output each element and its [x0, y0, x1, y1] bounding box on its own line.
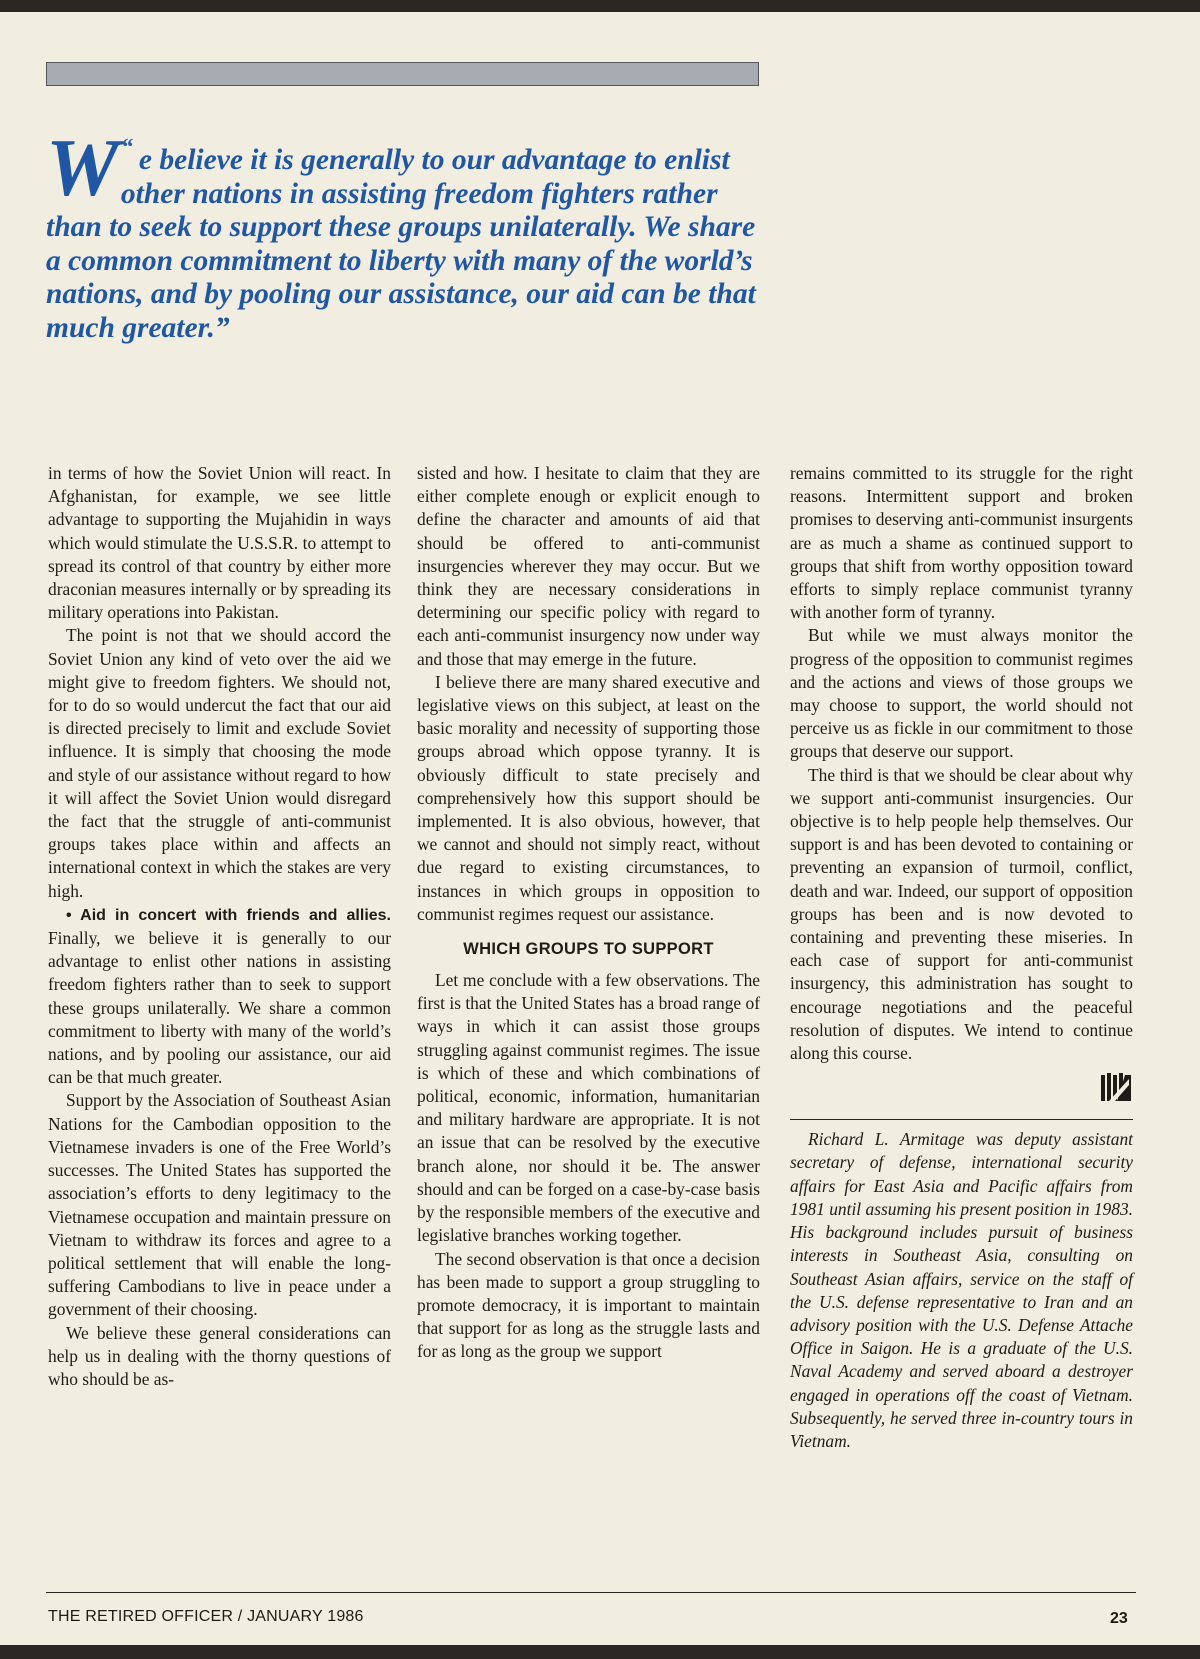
paragraph: Let me conclude with a few observations. The first is that the United States has a broad range of ways in which it can assist those groups struggling against communist regimes. The issue is which of these and which combinations of political, economic, information, humanitarian and military hardware are appropriate. It is not an issue that can be resolved by the executive branch alone, nor should it be. The answer should and can be forged on a case-by-case basis by the responsible members of the executive and legislative branches working together.: [417, 970, 760, 1246]
column-1: [48, 462, 391, 1391]
paragraph: sisted and how. I hesitate to claim that they are either complete enough or explicit enough to define the character and amounts of aid that should be offered to anti-communist insurgencies wherever they may occur. But we think they are necessary considerations in determining our specific policy with regard to each anti-communist insurgency now under way and those that may emerge in the future.: [417, 463, 760, 669]
paragraph: The point is not that we should accord the Soviet Union any kind of veto over the aid we might give to freedom fighters. We should not, for to do so would undercut the fact that our aid is directed precisely to limit and exclude Soviet influence. It is simply that choosing the mode and style of our assistance without regard to how it will affect the Soviet Union would disregard the fact that the struggle of anti-communist groups takes place within and affects an international context in which the stakes are very high.: [48, 625, 391, 901]
bio-divider: [790, 1119, 1133, 1120]
page-number: 23: [1110, 1610, 1128, 1627]
paragraph: remains committed to its struggle for the right reasons. Intermittent support and broken promises to deserving anti-communist insurgents are as much a shame as continued support to groups that shift from worthy opposition toward efforts to simply replace communist tyranny with another form of tyranny.: [790, 463, 1133, 623]
paragraph: Support by the Association of Southeast Asian Nations for the Cambodian opposition to the Vietnamese invaders is one of the Free World’s successes. The United States has supported the association’s efforts to deny legitimacy to the Vietnamese occupation and maintain pressure on Vietnam to withdraw its forces and agree to a political settlement that will enable the long-suffering Cambodians to live in peace under a government of their choosing.: [48, 1090, 391, 1320]
paragraph-lead-in: • Aid in concert with friends and allies.: [66, 906, 391, 924]
end-of-article-logo-icon: [1099, 1071, 1133, 1105]
article-body: [48, 462, 1138, 1582]
paragraph: The second observation is that once a decision has been made to support a group struggling to promote democracy, it is important to maintain that support for as long as the struggle lasts and for as long as the group we support: [417, 1248, 760, 1362]
column-3: [790, 462, 1133, 1453]
pull-quote-open-mark: “: [120, 135, 133, 161]
paragraph-text: Finally, we believe it is generally to our advantage to enlist other nations in assisting freedom fighters rather than to seek to support these groups unilaterally. We share a common commitment to liberty with many of the world’s nations, and by pooling our assistance, our aid can be that much greater.: [48, 928, 391, 1088]
footer-divider: [46, 1592, 1136, 1593]
page-bottom-edge: [0, 1645, 1200, 1659]
paragraph-aid-in-concert: [48, 903, 391, 1090]
page-top-edge: [0, 0, 1200, 12]
author-bio: Richard L. Armitage was deputy assistant secretary of defense, international security affairs for East Asia and Pacific affairs from 1981 until assuming his present position in 1983. His background includes pursuit of business interests in Southeast Asia, consulting on Southeast Asian affairs, service on the staff of the U.S. defense representative to Iran and an advisory position with the U.S. Defense Attache Office in Saigon. He is a graduate of the U.S. Naval Academy and served aboard a destroyer engaged in operations off the coast of Vietnam. Subsequently, he served three in-country tours in Vietnam.: [790, 1129, 1133, 1451]
pull-quote-dropcap: W: [46, 122, 119, 213]
paragraph: We believe these general considerations can help us in dealing with the thorny questions of who should be as-: [48, 1322, 391, 1389]
header-bar: [46, 62, 759, 86]
paragraph: But while we must always monitor the progress of the opposition to communist regimes and the actions and views of those groups we may choose to support, the world should not perceive us as fickle in our commitment to those groups that deserve our support.: [790, 625, 1133, 762]
footer-publication: THE RETIRED OFFICER / JANUARY 1986: [48, 1608, 364, 1625]
column-2: [417, 462, 760, 1364]
paragraph: I believe there are many shared executive and legislative views on this subject, at least on the basic morality and necessity of supporting those groups abroad which oppose tyranny. It is obviously difficult to state precisely and comprehensively how this support should be implemented. It is also obvious, however, that we cannot and should not simply react, without due regard to existing circumstances, to instances in which groups in opposition to communist regimes request our assistance.: [417, 671, 760, 924]
section-heading: WHICH GROUPS TO SUPPORT: [463, 940, 714, 959]
paragraph: The third is that we should be clear about why we support anti-communist insurgencies. Our objective is to help people help themselves. Our support is and has been devoted to containing or preventing an expansion of turmoil, conflict, death and war. Indeed, our support of opposition groups has been and is now devoted to containing and preventing these miseries. In each case of support for anti-communist insurgency, this administration has sought to encourage negotiations and the peaceful resolution of disputes. We intend to continue along this course.: [790, 764, 1133, 1064]
pull-quote: [46, 122, 776, 345]
pull-quote-text: e believe it is generally to our advantage to enlist other nations in assisting freedom fighters rather than to seek to support these groups unilaterally. We share a common commitment to liberty with many of the world’s nations, and by pooling our assistance, our aid can be that much greater.”: [46, 144, 756, 344]
paragraph: in terms of how the Soviet Union will react. In Afghanistan, for example, we see little advantage to supporting the Mujahidin in ways which would stimulate the U.S.S.R. to attempt to spread its control of that country by either more draconian measures internally or by spreading its military operations into Pakistan.: [48, 463, 391, 623]
